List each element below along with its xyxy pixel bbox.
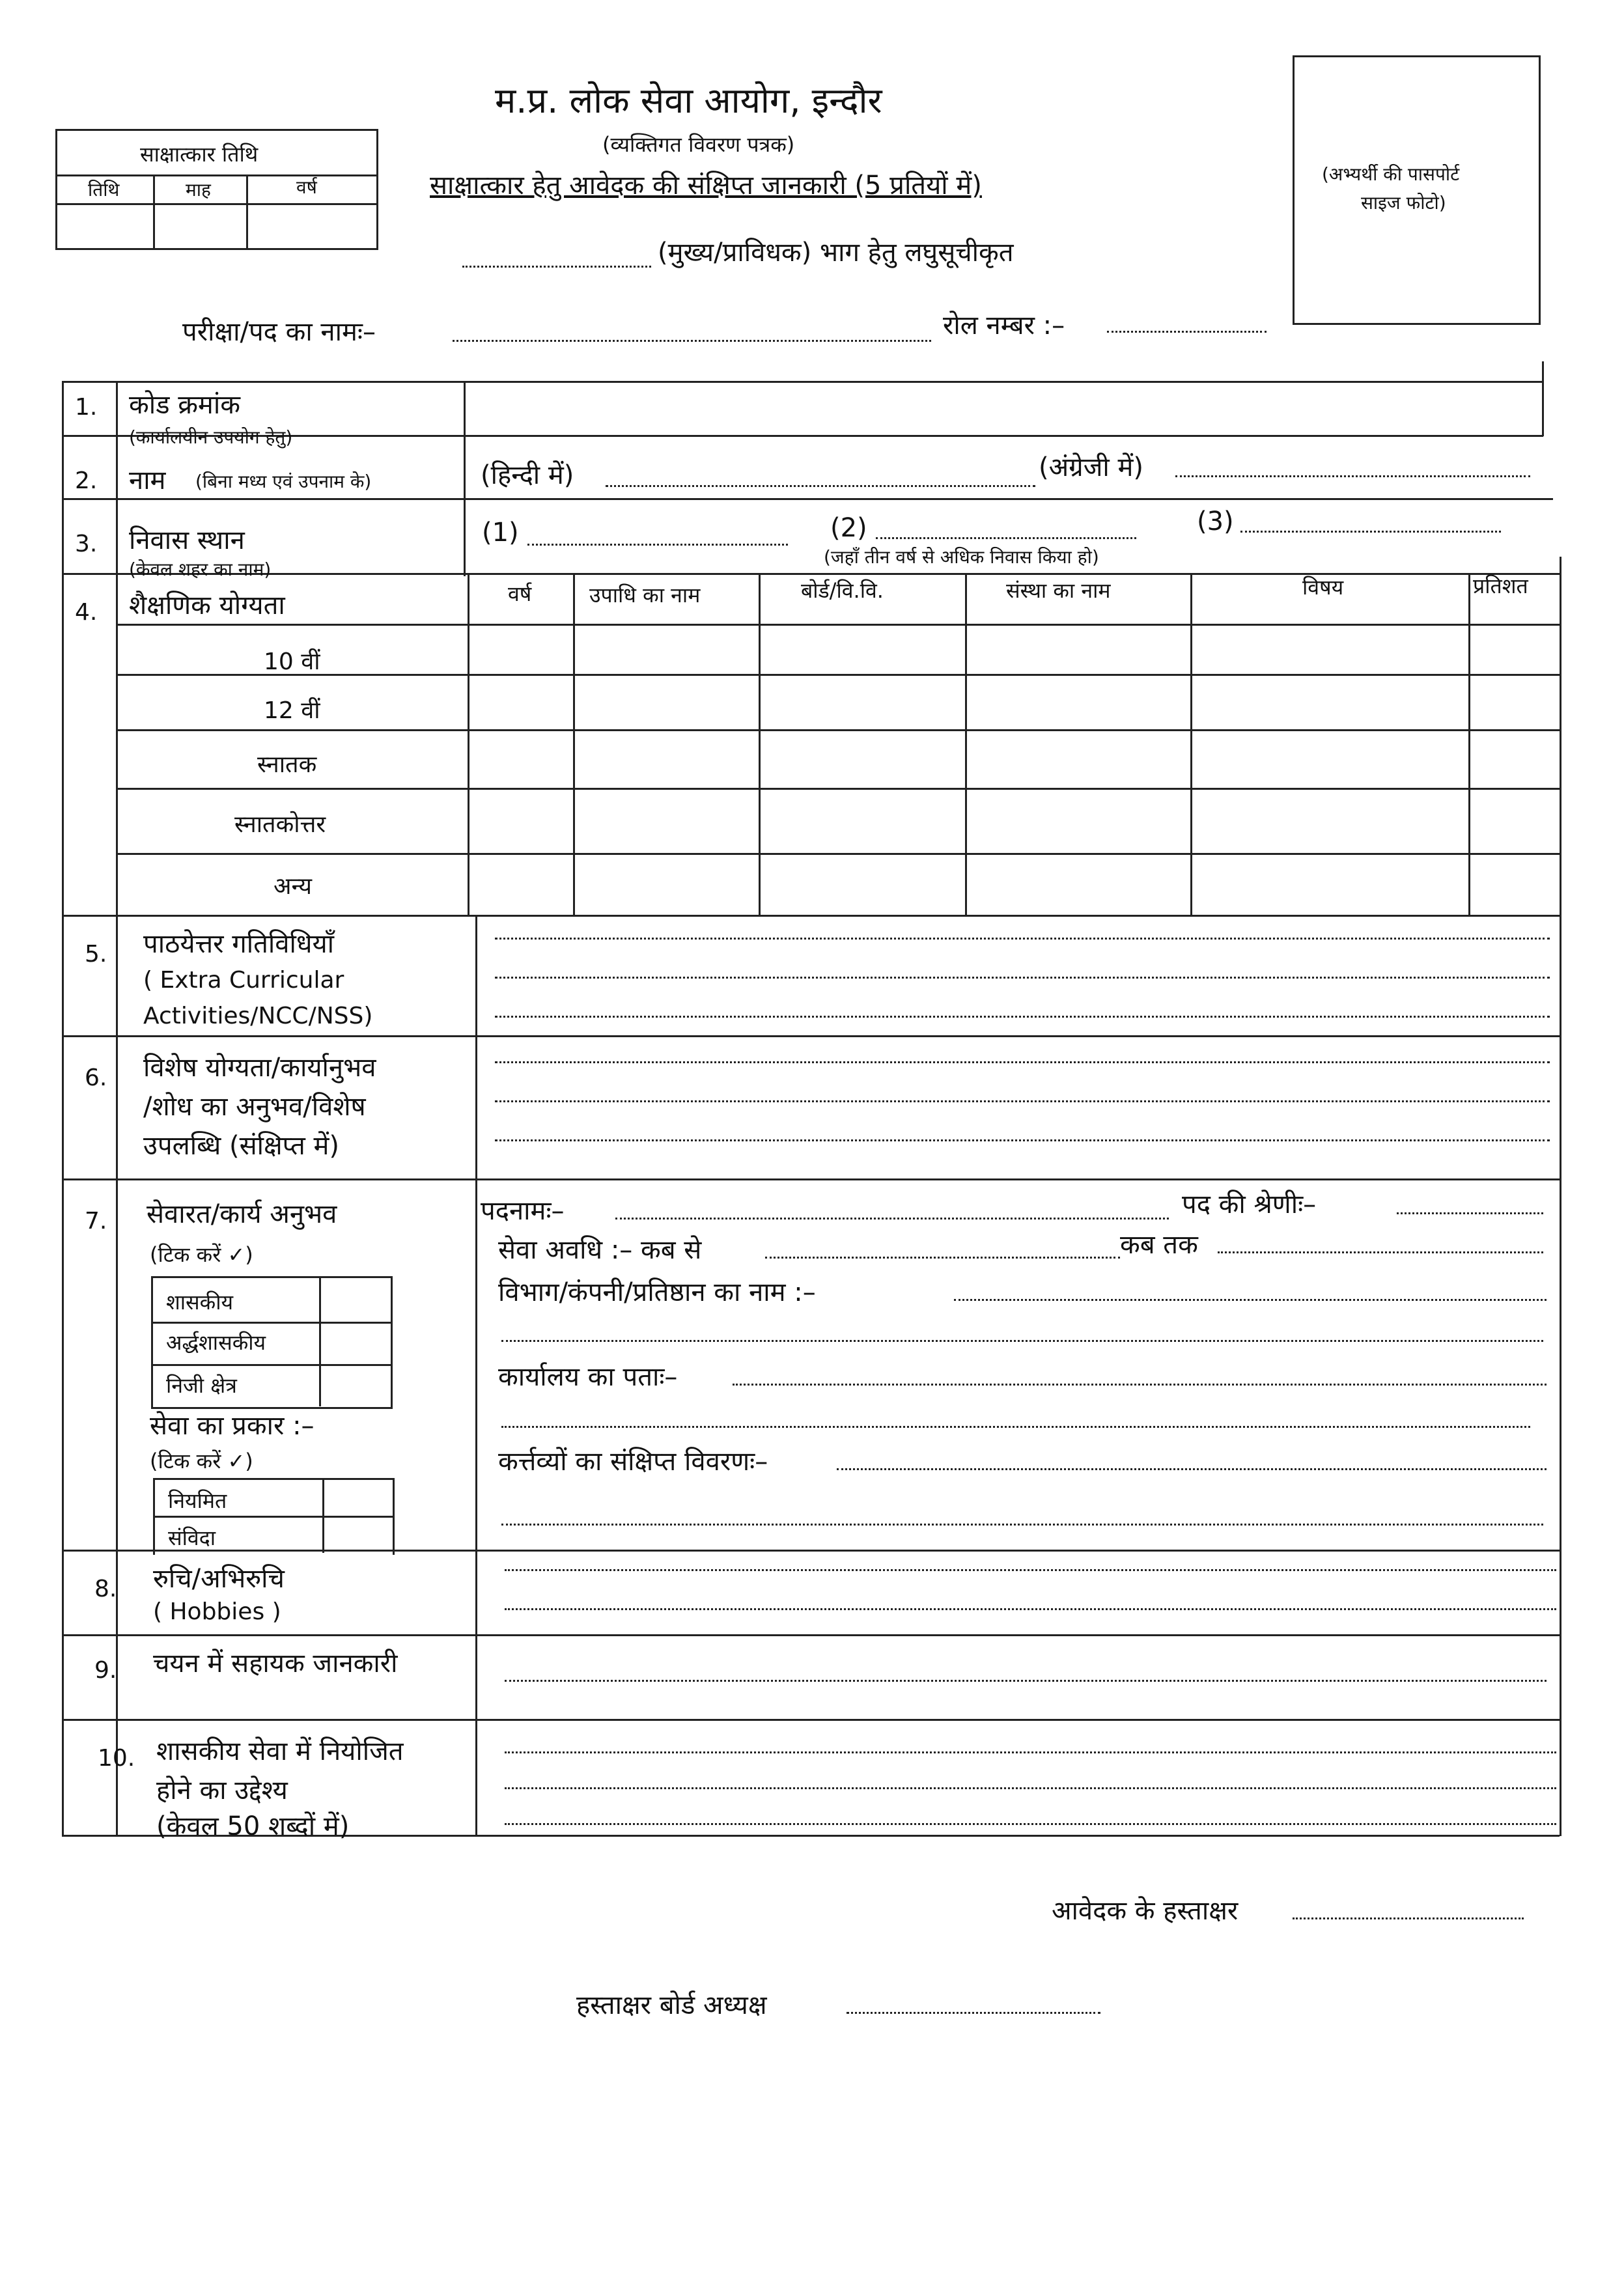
exam-label: परीक्षा/पद का नामः– xyxy=(182,317,376,347)
sector-semigovt: अर्द्धशासकीय xyxy=(166,1330,266,1355)
post-category-field[interactable] xyxy=(1397,1212,1543,1214)
row6-line1: विशेष योग्यता/कार्यानुभव xyxy=(143,1053,376,1083)
service-type-label: सेवा का प्रकार :– xyxy=(150,1411,315,1441)
residence-2-label: (2) xyxy=(830,513,867,543)
post-field[interactable] xyxy=(615,1218,1169,1220)
residence-1-label: (1) xyxy=(482,518,519,548)
form-title: म.प्र. लोक सेवा आयोग, इन्दौर xyxy=(495,80,882,121)
roll-label: रोल नम्बर :– xyxy=(943,311,1065,341)
row7-tick: (टिक करें ✓) xyxy=(150,1242,253,1267)
sector-govt: शासकीय xyxy=(166,1290,234,1315)
board-signature-label: हस्ताक्षर बोर्ड अध्यक्ष xyxy=(576,1990,767,2020)
residence-2-field[interactable] xyxy=(876,537,1136,539)
row3-no: 3. xyxy=(75,531,98,557)
office-address-label: कार्यालय का पताः– xyxy=(498,1362,678,1392)
type-contract: संविदा xyxy=(168,1526,216,1550)
objective-line-3[interactable] xyxy=(505,1823,1556,1825)
row5-no: 5. xyxy=(85,941,107,968)
name-english-label: (अंग्रेजी में) xyxy=(1039,453,1144,482)
edu-col-year: वर्ष xyxy=(508,581,532,606)
edu-level-other: अन्य xyxy=(273,873,313,900)
exam-name-field[interactable] xyxy=(453,340,931,342)
special-ability-line-3[interactable] xyxy=(495,1139,1550,1141)
form-heading: साक्षात्कार हेतु आवेदक की संक्षिप्त जानकारी (5 प्रतियों में) xyxy=(430,171,982,201)
row8-line1: रुचि/अभिरुचि xyxy=(153,1564,285,1594)
office-address-field-2[interactable] xyxy=(501,1426,1530,1428)
row7-no: 7. xyxy=(85,1208,107,1234)
edu-col-subject: विषय xyxy=(1302,575,1344,600)
residence-1-field[interactable] xyxy=(527,544,788,546)
row10-no: 10. xyxy=(98,1745,135,1772)
name-hindi-label: (हिन्दी में) xyxy=(481,460,574,490)
special-ability-line-2[interactable] xyxy=(495,1100,1550,1102)
tick-regular-checkbox[interactable] xyxy=(326,1481,389,1514)
edu-level-12: 12 वीं xyxy=(264,697,320,724)
row3-sub: (केवल शहर का नाम) xyxy=(129,559,272,580)
row9-line1: चयन में सहायक जानकारी xyxy=(153,1649,398,1679)
code-number-field[interactable] xyxy=(466,384,1539,434)
row6-no: 6. xyxy=(85,1065,107,1091)
row4-no: 4. xyxy=(75,599,98,626)
duration-from-label: सेवा अवधि :– कब से xyxy=(498,1235,702,1265)
edu-col-board: बोर्ड/वि.वि. xyxy=(801,578,884,603)
duties-field-2[interactable] xyxy=(501,1524,1543,1526)
extracurricular-line-2[interactable] xyxy=(495,977,1550,979)
form-subtitle: (व्यक्तिगत विवरण पत्रक) xyxy=(602,132,795,157)
tick-private-checkbox[interactable] xyxy=(323,1367,387,1403)
department-field-1[interactable] xyxy=(954,1299,1547,1301)
row1-label: कोड क्रमांक xyxy=(129,390,240,420)
department-label: विभाग/कंपनी/प्रतिष्ठान का नाम :– xyxy=(498,1277,816,1307)
post-category-label: पद की श्रेणीः– xyxy=(1182,1190,1317,1220)
date-col-year: वर्ष xyxy=(296,176,317,198)
post-label: पदनामः– xyxy=(481,1196,565,1226)
edu-col-institute: संस्था का नाम xyxy=(1006,578,1111,603)
date-col-day: तिथि xyxy=(88,179,120,201)
row4-label: शैक्षणिक योग्यता xyxy=(129,591,285,620)
name-hindi-field[interactable] xyxy=(606,485,1035,487)
row2-label: नाम xyxy=(129,466,166,495)
row5-line2: ( Extra Curricular xyxy=(143,967,344,994)
duration-until-field[interactable] xyxy=(1218,1251,1543,1253)
applicant-signature-field[interactable] xyxy=(1293,1917,1524,1919)
interview-date-caption: साक्षात्कार तिथि xyxy=(140,142,259,167)
extracurricular-line-1[interactable] xyxy=(495,938,1550,940)
tick-contract-checkbox[interactable] xyxy=(326,1519,389,1548)
objective-line-2[interactable] xyxy=(505,1787,1556,1789)
duties-label: कर्त्तव्यों का संक्षिप्त विवरणः– xyxy=(498,1447,768,1477)
extracurricular-line-3[interactable] xyxy=(495,1016,1550,1018)
row3-label: निवास स्थान xyxy=(129,525,245,555)
edu-level-postgraduate: स्नातकोत्तर xyxy=(234,811,326,838)
duties-field-1[interactable] xyxy=(837,1468,1547,1470)
tick-govt-checkbox[interactable] xyxy=(323,1279,387,1320)
row6-line3: उपलब्धि (संक्षिप्त में) xyxy=(143,1131,340,1161)
row9-no: 9. xyxy=(94,1657,117,1684)
duration-from-field[interactable] xyxy=(765,1257,1120,1259)
row8-line2: ( Hobbies ) xyxy=(153,1598,281,1625)
row10-line3: (केवल 50 शब्दों में) xyxy=(156,1811,350,1841)
row7-tick2: (टिक करें ✓) xyxy=(150,1449,253,1473)
row1-no: 1. xyxy=(75,394,98,421)
tick-semigovt-checkbox[interactable] xyxy=(323,1325,387,1363)
type-regular: नियमित xyxy=(168,1488,227,1513)
selection-info-field[interactable] xyxy=(505,1680,1547,1682)
row7-label: सेवारत/कार्य अनुभव xyxy=(147,1199,337,1229)
hobbies-line-1[interactable] xyxy=(505,1569,1556,1571)
name-english-field[interactable] xyxy=(1175,475,1530,477)
row1-sub: (कार्यालयीन उपयोग हेतु) xyxy=(129,426,293,448)
office-address-field-1[interactable] xyxy=(733,1384,1547,1386)
hobbies-line-2[interactable] xyxy=(505,1608,1556,1610)
edu-level-graduate: स्नातक xyxy=(257,751,317,778)
edu-col-percent: प्रतिशत xyxy=(1473,574,1528,598)
duration-until-label: कब तक xyxy=(1120,1230,1198,1260)
row10-line2: होने का उद्देश्य xyxy=(156,1776,288,1805)
shortlist-blank[interactable] xyxy=(462,266,651,268)
residence-3-field[interactable] xyxy=(1240,531,1501,533)
photo-caption-2: साइज फोटो) xyxy=(1361,192,1446,214)
edu-level-10: 10 वीं xyxy=(264,648,320,675)
row2-sub: (बिना मध्य एवं उपनाम के) xyxy=(195,471,372,492)
row5-line3: Activities/NCC/NSS) xyxy=(143,1003,373,1029)
row5-line1: पाठयेत्तर गतिविधियाँ xyxy=(143,929,335,959)
special-ability-line-1[interactable] xyxy=(495,1061,1550,1063)
photo-caption-1: (अभ्यर्थी की पासपोर्ट xyxy=(1322,163,1460,185)
objective-line-1[interactable] xyxy=(505,1751,1556,1753)
row10-line1: शासकीय सेवा में नियोजित xyxy=(156,1736,404,1766)
date-col-month: माह xyxy=(186,179,211,201)
applicant-signature-label: आवेदक के हस्ताक्षर xyxy=(1052,1896,1239,1926)
row8-no: 8. xyxy=(94,1576,117,1602)
row6-line2: /शोध का अनुभव/विशेष xyxy=(143,1092,366,1122)
board-signature-field[interactable] xyxy=(847,2012,1100,2014)
residence-3-label: (3) xyxy=(1197,507,1234,537)
row2-no: 2. xyxy=(75,467,98,494)
department-field-2[interactable] xyxy=(501,1340,1543,1342)
edu-col-degree: उपाधि का नाम xyxy=(589,583,701,607)
roll-number-field[interactable] xyxy=(1107,331,1267,333)
shortlist-line: (मुख्य/प्राविधक) भाग हेतु लघुसूचीकृत xyxy=(658,238,1014,268)
sector-private: निजी क्षेत्र xyxy=(166,1373,237,1398)
residence-note: (जहाँ तीन वर्ष से अधिक निवास किया हो) xyxy=(824,546,1099,568)
